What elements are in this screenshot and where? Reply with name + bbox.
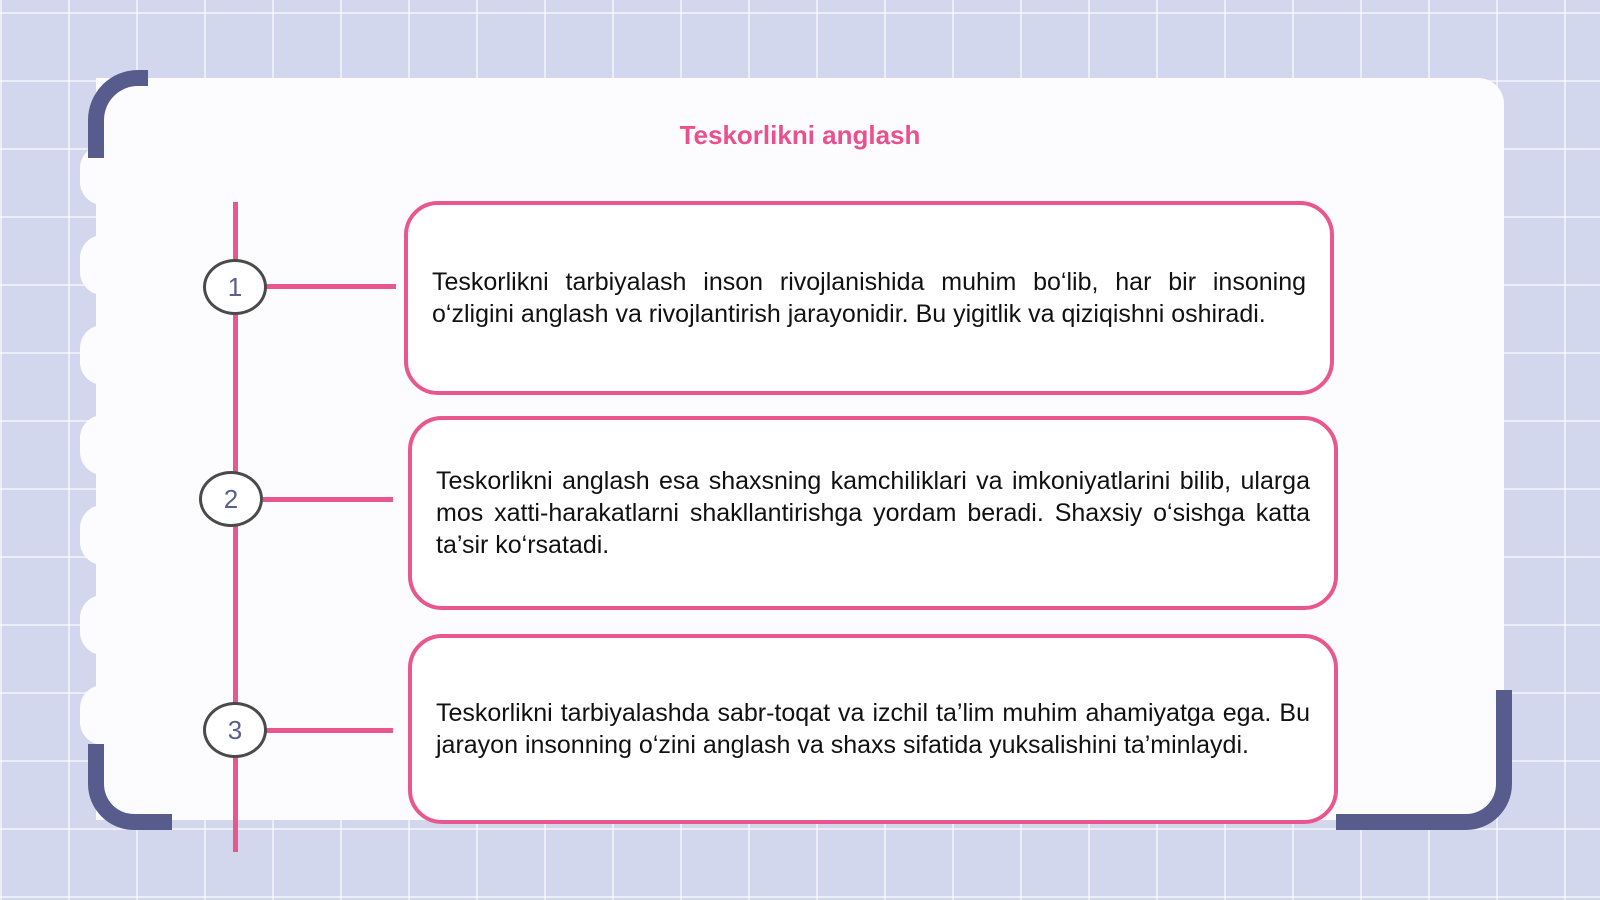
timeline-marker (203, 259, 267, 315)
timeline-marker (203, 702, 267, 758)
timeline-connector (266, 284, 396, 289)
paper-notch (80, 685, 126, 745)
paper-notch (80, 235, 126, 295)
timeline-connector (263, 497, 393, 502)
timeline-card-text: Teskorlikni tarbiyalash inson rivojlanishida muhim bo‘lib, har bir insoning o‘zligini anglash va rivojlantirish jarayonidir. Bu yigitlik va qiziqishni oshiradi. (432, 268, 1306, 328)
paper-notch (80, 325, 126, 385)
paper-notch (80, 595, 126, 655)
timeline-card (408, 634, 1338, 824)
timeline-number: 1 (227, 271, 243, 302)
timeline-connector (266, 728, 393, 733)
timeline-card-text: Teskorlikni tarbiyalashda sabr-toqat va izchil ta’lim muhim ahamiyatga ega. Bu jarayon insonning o‘zini anglash va shaxs sifatida yuksalishini ta’minlaydi. (436, 699, 1310, 759)
paper-notch (80, 415, 126, 475)
timeline-card (404, 201, 1334, 395)
timeline-marker (199, 471, 263, 527)
frame-corner-bottom-right (1336, 690, 1512, 830)
paper-notch (80, 505, 126, 565)
timeline-number: 3 (227, 714, 243, 745)
slide-title: Teskorlikni anglash (679, 120, 921, 150)
timeline-card-text: Teskorlikni anglash esa shaxsning kamchiliklari va imkoniyatlarini bilib, ularga mos xatti-harakatlarni shakllantirishga yordam beradi. Shaxsiy o‘sishga katta ta’sir ko‘rsatadi. (436, 467, 1310, 559)
timeline-card (408, 416, 1338, 610)
timeline-number: 2 (223, 483, 239, 514)
